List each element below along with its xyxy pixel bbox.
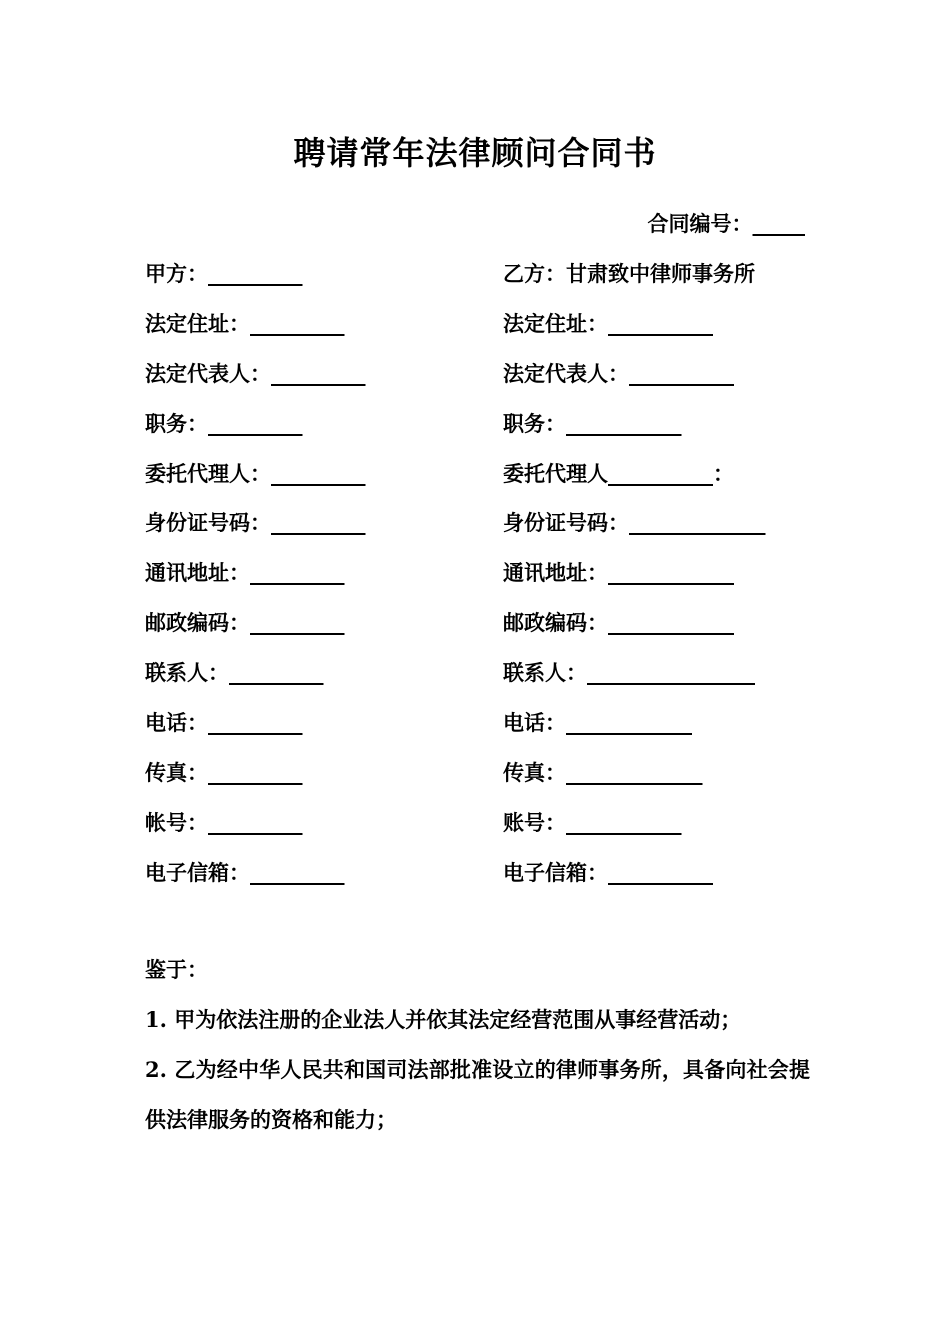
- party-row: [145, 707, 810, 757]
- party-row: [145, 657, 810, 707]
- party-b-field: 邮政编码：____________: [503, 610, 734, 636]
- party-row: [145, 408, 810, 458]
- contract-number: 合同编号：_____: [647, 211, 805, 236]
- party-row: [145, 607, 810, 657]
- party-b-field: 职务：___________: [503, 410, 682, 436]
- whereas-clause: [145, 995, 810, 1045]
- party-b-field: 身份证号码：_____________: [503, 510, 766, 536]
- party-row: [145, 757, 810, 807]
- party-b-field: 联系人：________________: [503, 660, 755, 686]
- party-row: [145, 807, 810, 857]
- party-b-field: 电子信箱：__________: [503, 859, 713, 885]
- party-b-field: 通讯地址：____________: [503, 560, 734, 586]
- party-a-field: 通讯地址：_________: [145, 560, 345, 586]
- party-a-field: 法定住址：_________: [145, 310, 345, 336]
- party-row: [145, 557, 810, 607]
- party-row: [145, 308, 810, 358]
- party-row: [145, 258, 810, 308]
- whereas-heading: 鉴于：: [145, 957, 208, 982]
- party-b-field: 电话：____________: [503, 710, 692, 736]
- party-b-field: 传真：_____________: [503, 759, 703, 785]
- party-a-field: 甲方：_________: [145, 261, 303, 286]
- party-a-field: 身份证号码：_________: [145, 510, 366, 536]
- party-b-field: 账号：___________: [503, 809, 682, 835]
- party-a-field: 帐号：_________: [145, 809, 303, 835]
- whereas-clause: [145, 1045, 810, 1145]
- party-row: [145, 358, 810, 408]
- party-a-field: 电话：_________: [145, 710, 303, 736]
- party-b-field: 委托代理人__________：: [503, 460, 734, 486]
- party-a-field: 委托代理人：_________: [145, 460, 366, 486]
- party-a-field: 邮政编码：_________: [145, 610, 345, 636]
- party-info-table: [145, 258, 810, 907]
- party-b-field: 乙方：甘肃致中律师事务所: [503, 261, 755, 286]
- clause-text: 2. 乙为经中华人民共和国司法部批准设立的律师事务所，具备向社会提供法律服务的资格和能力；: [145, 1057, 810, 1132]
- party-b-field: 法定代表人：__________: [503, 360, 734, 386]
- document-title: 聘请常年法律顾问合同书: [293, 134, 657, 172]
- party-a-field: 法定代表人：_________: [145, 360, 366, 386]
- party-a-field: 职务：_________: [145, 410, 303, 436]
- party-a-field: 传真：_________: [145, 759, 303, 785]
- party-row: [145, 458, 810, 508]
- party-row: [145, 857, 810, 907]
- whereas-section: [145, 955, 810, 1145]
- clause-text: 1. 甲为依法注册的企业法人并依其法定经营范围从事经营活动；: [145, 1007, 742, 1032]
- party-a-field: 联系人：_________: [145, 660, 324, 686]
- party-row: [145, 507, 810, 557]
- party-b-field: 法定住址：__________: [503, 310, 713, 336]
- party-a-field: 电子信箱：_________: [145, 859, 345, 885]
